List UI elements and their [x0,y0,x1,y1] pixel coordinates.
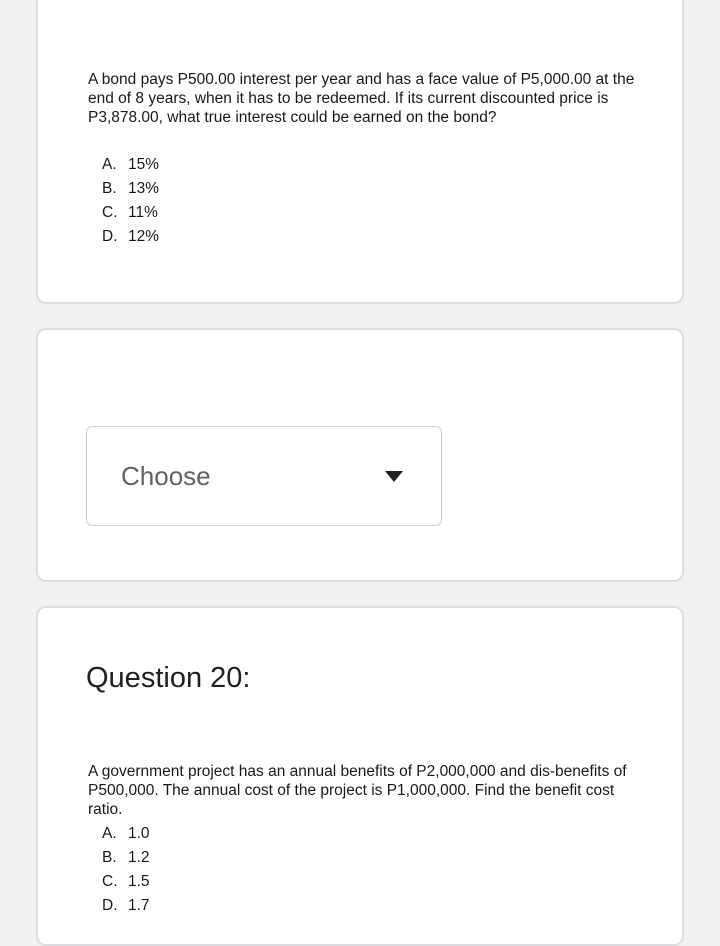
question-19-card [36,0,684,304]
option-value: 1.7 [128,897,150,914]
question-20-title: Question 20: [86,662,251,694]
option-letter: D. [102,228,118,245]
option-item [102,225,159,249]
question-19-options [102,153,159,249]
option-item [102,822,150,846]
option-item [102,894,150,918]
option-letter: A. [102,825,117,842]
option-item [102,870,150,894]
option-letter: C. [102,873,118,890]
option-value: 12% [128,228,160,245]
option-letter: C. [102,204,118,221]
option-value: 1.2 [128,849,150,866]
option-item [102,153,159,177]
question-20-card [36,606,684,946]
option-value: 11% [128,204,158,221]
answer-dropdown[interactable] [86,426,442,526]
dropdown-selected-value: Choose [121,460,211,491]
question-20-options [102,822,150,918]
option-item [102,846,150,870]
option-value: 15% [128,156,160,173]
option-value: 13% [128,180,160,197]
question-19-text: A bond pays P500.00 interest per year and has a face value of P5,000.00 at the end of 8 years, when it has to be redeemed. If its current discounted price is P3,878.00, what true interest could be earned on the bond? [88,71,635,126]
option-letter: B. [102,180,117,197]
option-letter: B. [102,849,117,866]
option-letter: A. [102,156,117,173]
option-item [102,201,159,225]
question-20-text: A government project has an annual benefits of P2,000,000 and dis-benefits of P500,000. The annual cost of the project is P1,000,000. Find the benefit cost ratio. [88,763,627,818]
option-letter: D. [102,897,118,914]
option-value: 1.5 [128,873,150,890]
answer-card [36,328,684,582]
option-value: 1.0 [128,825,150,842]
dropdown-caret-icon [385,471,403,482]
option-item [102,177,159,201]
